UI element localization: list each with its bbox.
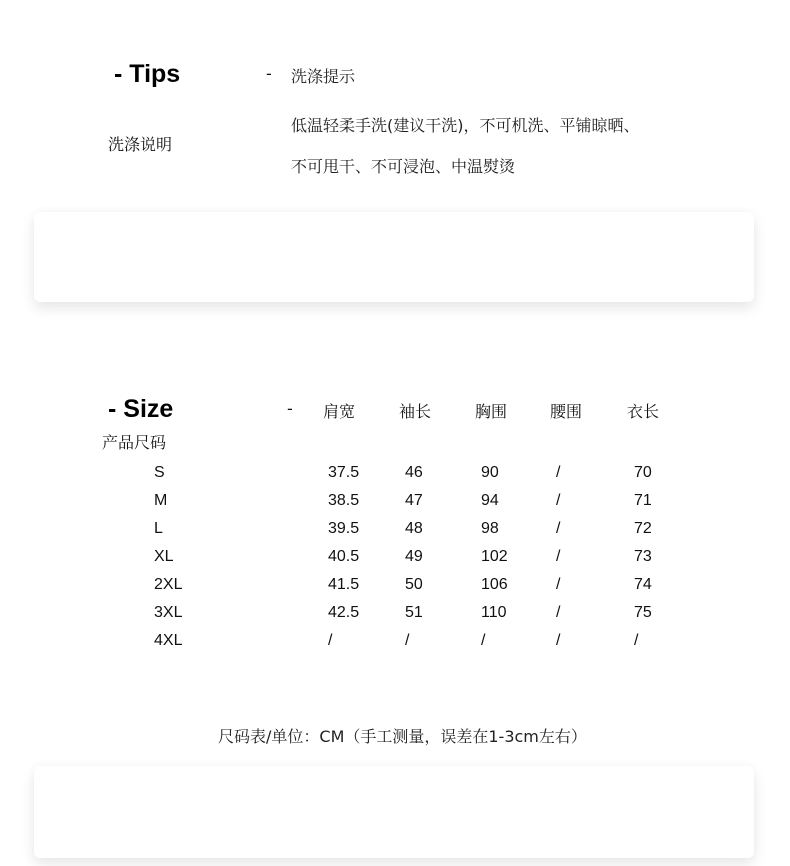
table-cell: / <box>556 520 561 537</box>
tips-card <box>34 212 754 302</box>
table-cell: 75 <box>634 604 652 621</box>
size-note-card <box>34 766 754 858</box>
size-subheading: 产品尺码 <box>102 433 167 452</box>
table-cell: / <box>481 632 486 649</box>
size-heading: - Size <box>108 395 174 423</box>
size-label: L <box>154 520 163 537</box>
table-cell: 38.5 <box>328 492 360 509</box>
size-dash: - <box>287 399 293 418</box>
size-chart-note: 尺码表/单位：CM（手工测量，误差在1-3cm左右） <box>218 727 587 746</box>
wash-instructions-line-1: 低温轻柔手洗(建议干洗)，不可机洗、平铺晾晒、 <box>291 116 640 135</box>
column-header: 袖长 <box>399 402 432 421</box>
table-cell: / <box>556 548 561 565</box>
table-cell: / <box>556 492 561 509</box>
table-cell: 73 <box>634 548 652 565</box>
table-cell: 39.5 <box>328 520 360 537</box>
table-cell: 110 <box>481 604 507 621</box>
table-cell: 106 <box>481 576 508 593</box>
column-header: 肩宽 <box>323 402 356 421</box>
size-label: S <box>154 464 165 481</box>
column-header: 腰围 <box>550 402 583 421</box>
column-header: 胸围 <box>475 402 508 421</box>
table-cell: 72 <box>634 520 652 537</box>
table-cell: / <box>556 632 561 649</box>
tips-dash: - <box>266 64 272 83</box>
size-label: XL <box>154 548 174 565</box>
table-cell: / <box>556 576 561 593</box>
table-cell: 71 <box>634 492 652 509</box>
table-cell: 41.5 <box>328 576 360 593</box>
size-label: 3XL <box>154 604 183 621</box>
size-label: 2XL <box>154 576 183 593</box>
tips-subheading: 洗涤说明 <box>108 135 173 154</box>
table-cell: 51 <box>405 604 423 621</box>
table-cell: 49 <box>405 548 423 565</box>
table-cell: 94 <box>481 492 499 509</box>
table-cell: / <box>328 632 333 649</box>
column-header: 衣长 <box>627 402 660 421</box>
table-cell: 46 <box>405 464 423 481</box>
size-label: 4XL <box>154 632 183 649</box>
table-cell: 50 <box>405 576 423 593</box>
table-cell: 74 <box>634 576 652 593</box>
table-cell: 70 <box>634 464 652 481</box>
table-cell: 48 <box>405 520 423 537</box>
table-cell: 42.5 <box>328 604 360 621</box>
tips-heading: - Tips <box>114 60 181 88</box>
table-cell: 47 <box>405 492 423 509</box>
wash-tips-label: 洗涤提示 <box>291 67 356 86</box>
table-cell: 40.5 <box>328 548 360 565</box>
table-cell: / <box>634 632 639 649</box>
table-cell: 37.5 <box>328 464 360 481</box>
table-cell: / <box>556 604 561 621</box>
table-cell: / <box>556 464 561 481</box>
table-cell: 102 <box>481 548 508 565</box>
table-cell: 90 <box>481 464 499 481</box>
size-label: M <box>154 492 168 509</box>
table-cell: / <box>405 632 410 649</box>
wash-instructions-line-2: 不可甩干、不可浸泡、中温熨烫 <box>291 157 516 176</box>
table-cell: 98 <box>481 520 499 537</box>
